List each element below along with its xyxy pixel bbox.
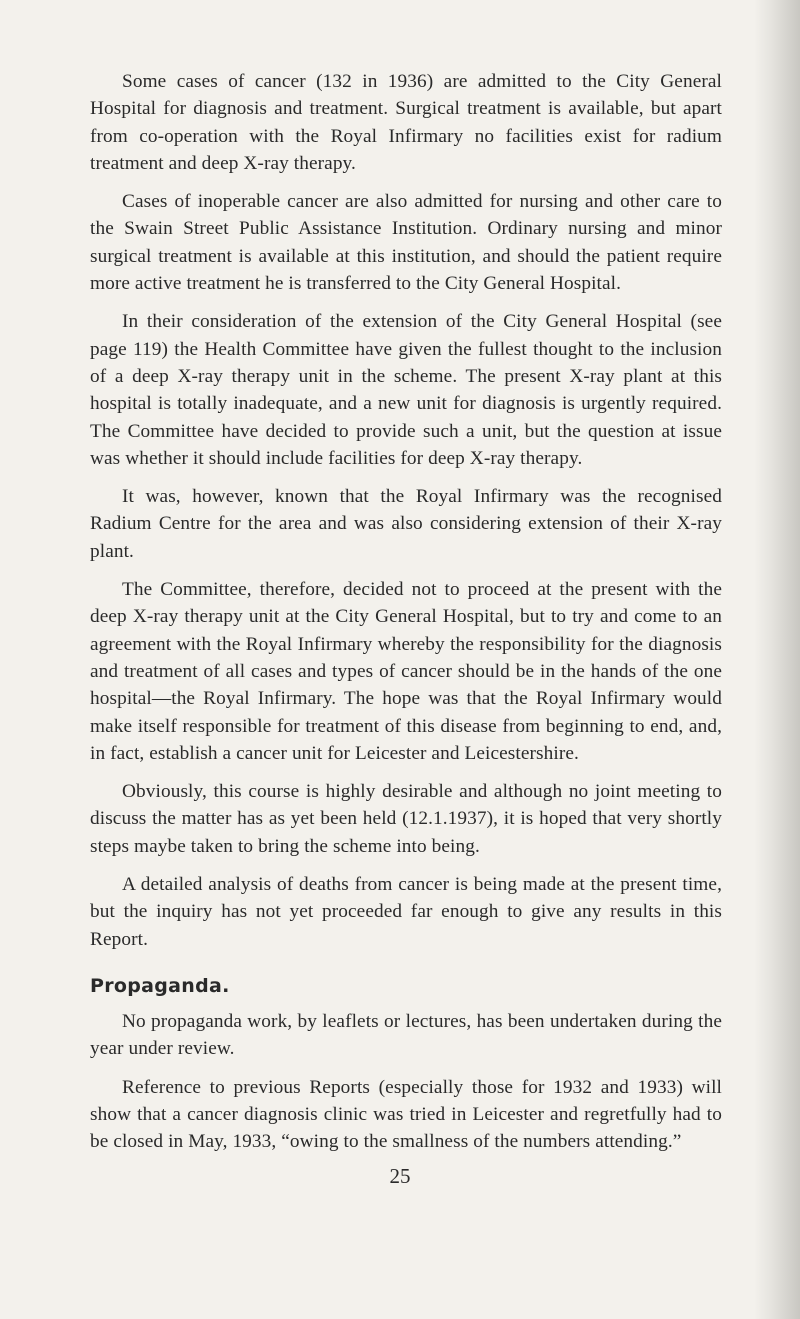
paragraph-committee-decision: The Committee, therefore, decided not to proceed at the present with the deep X-ray therapy unit at the City General Hospital, but to try and come to an agreement with the Royal Infirmary whereby the responsibility for the diagnosis and treatment of all cases and types of cancer should be in the hands of the one hospital—the Royal Infirmary. The hope was that the Royal Infirmary would make itself responsible for treatment of this disease from beginning to end, and, in fact, establish a cancer unit for Leicester and Leicestershire. — [90, 579, 722, 764]
scan-shadow-edge — [754, 0, 800, 1319]
paragraph-hospital-extension: In their consideration of the extension of the City General Hospital (see page 119) the Health Committee have given the fullest thought to the inclusion of a deep X-ray therapy unit in the scheme. The present X-ray plant at this hospital is totally inadequate, and a new unit for diagnosis is urgently required. The Committee have decided to provide such a unit, but the question at issue was whether it should include facilities for deep X-ray therapy. — [90, 311, 722, 469]
paragraph-cancer-admissions: Some cases of cancer (132 in 1936) are admitted to the City General Hospital for diagnosis and treatment. Surgical treatment is available, but apart from co-operation with the Royal Infirmary no facilities exist for radium treatment and deep X-ray therapy. — [90, 71, 722, 174]
paragraph-radium-centre: It was, however, known that the Royal Infirmary was the recognised Radium Centre for the area and was also considering extension of their X-ray plant. — [90, 486, 722, 562]
paragraph-previous-reports: Reference to previous Reports (especially those for 1932 and 1933) will show that a cancer diagnosis clinic was tried in Leicester and regretfully had to be closed in May, 1933, “owing to the smallness of the numbers attending.” — [90, 1076, 722, 1153]
paragraph-no-propaganda: No propaganda work, by leaflets or lectures, has been undertaken during the year under review. — [90, 1010, 722, 1060]
section-heading-propaganda: Propaganda. — [90, 974, 230, 997]
paragraph-joint-meeting: Obviously, this course is highly desirable and although no joint meeting to discuss the matter has as yet been held (12.1.1937), it is hoped that very shortly steps maybe taken to bring the scheme into being. — [90, 781, 722, 857]
document-page — [90, 68, 722, 1166]
paragraph-deaths-analysis: A detailed analysis of deaths from cancer is being made at the present time, but the inquiry has not yet proceeded far enough to give any results in this Report. — [90, 874, 722, 950]
page-number: 25 — [389, 1164, 411, 1188]
paragraph-inoperable-cases: Cases of inoperable cancer are also admitted for nursing and other care to the Swain Street Public Assistance Institution. Ordinary nursing and minor surgical treatment is available at this institution, and should the patient require more active treatment he is transferred to the City General Hospital. — [90, 191, 722, 295]
